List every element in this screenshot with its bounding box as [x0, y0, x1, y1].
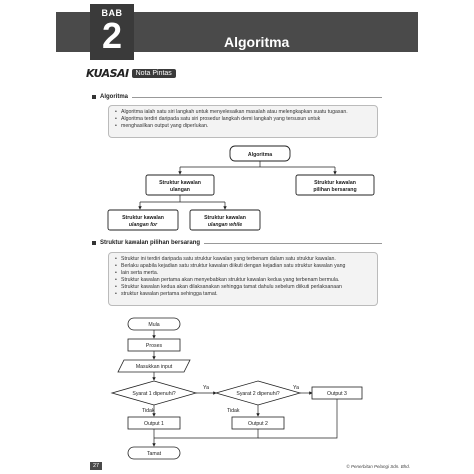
note-point-continuation: • menghasilkan output yang diperlukan.	[115, 123, 371, 130]
chapter-title: Algoritma	[224, 34, 290, 50]
node-ulangan-label-1: Struktur kawalan	[159, 180, 201, 186]
flow-input-label: Masukkan input	[135, 364, 173, 370]
note-point: • Struktur kawalan kedua akan dilaksanakan sehingga tamat dahulu sebelum diikuti perlaksanaan	[115, 284, 371, 291]
note-point-continuation: • struktur kawalan pertama sehingga tamat.	[115, 291, 371, 298]
chapter-number: 2	[101, 15, 123, 56]
note-point: • Berlaku apabila kejadian satu struktur kawalan diikuti dengan kejadian satu struktur kawalan yang	[115, 263, 371, 270]
flow-yes-1: Ya	[203, 385, 209, 391]
page-number: 27	[90, 462, 102, 470]
node-algoritma-label: Algoritma	[247, 152, 273, 158]
note-point: • Algoritma ialah satu siri langkah untuk menyelesaikan masalah atau melengkapkan suatu tugasan.	[115, 109, 371, 116]
note-point: • Algoritma terdiri daripada satu siri prosedur langkah demi langkah yang tersusun untuk	[115, 116, 371, 123]
brand-tag: Nota Pintas	[132, 69, 176, 78]
flow-process-label: Proses	[145, 343, 163, 349]
brand-logo: KUASAI	[86, 66, 129, 80]
flow-condition-2-label: Syarat 2 dipenuhi?	[236, 391, 280, 397]
flow-output-3-label: Output 3	[327, 391, 347, 397]
node-for-label-2: ulangan for	[128, 222, 158, 228]
note-point: • Struktur kawalan pertama akan menyebabkan struktur kawalan kedua yang terbenam bermula.	[115, 277, 371, 284]
node-pilihan-label-2: pilihan bersarang	[313, 187, 357, 193]
nested-selection-flowchart	[112, 318, 362, 459]
chapter-badge-label: BAB	[101, 8, 123, 18]
publisher-credit: © Penerbitan Pelangi Sdn. Bhd.	[346, 464, 410, 469]
concept-diagram	[108, 146, 374, 230]
flow-no-1: Tidak	[142, 408, 155, 414]
note-point-continuation: • lain serta merta.	[115, 270, 371, 277]
flow-output-2-label: Output 2	[248, 421, 268, 427]
node-ulangan-label-2: ulangan	[170, 187, 190, 193]
node-while-label-1: Struktur kawalan	[204, 215, 246, 221]
flow-yes-2: Ya	[293, 385, 299, 391]
node-for-label-1: Struktur kawalan	[122, 215, 164, 221]
node-while-label-2: ulangan while	[207, 222, 243, 228]
section-heading-label: Algoritma	[100, 94, 129, 100]
section-heading-label: Struktur kawalan pilihan bersarang	[100, 240, 201, 246]
flow-no-2: Tidak	[227, 408, 240, 414]
node-pilihan-label-1: Struktur kawalan	[314, 180, 356, 186]
flow-end-label: Tamat	[146, 451, 162, 457]
flow-condition-1-label: Syarat 1 dipenuhi?	[132, 391, 176, 397]
page-footer	[90, 462, 410, 472]
flow-start-label: Mula	[148, 322, 160, 328]
flow-output-1-label: Output 1	[144, 421, 164, 427]
note-point: • Struktur ini terdiri daripada satu struktur kawalan yang terbenam dalam satu struktur kawalan.	[115, 256, 371, 263]
